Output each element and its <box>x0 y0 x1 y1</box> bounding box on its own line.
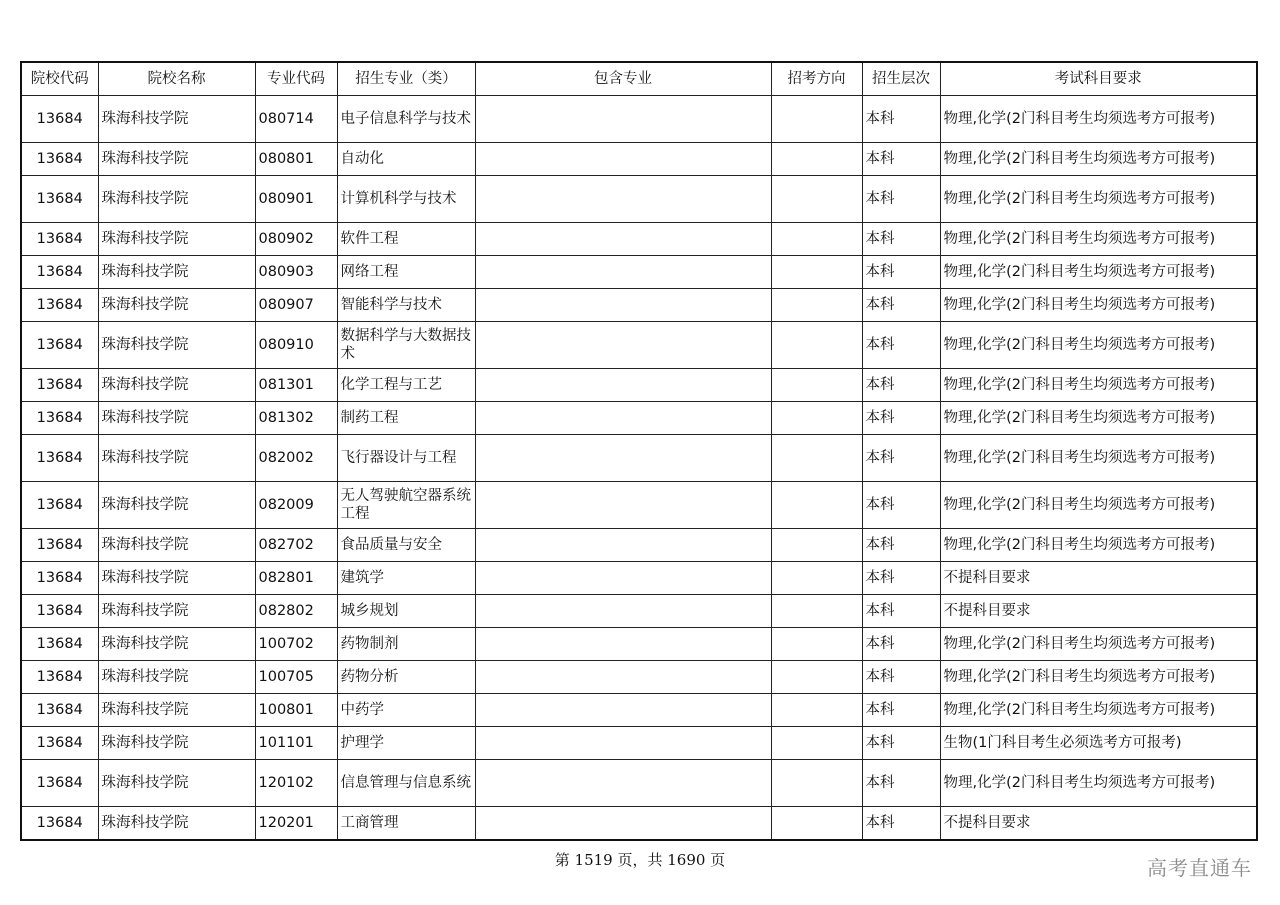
cell-direction <box>771 256 862 289</box>
cell-school-code: 13684 <box>21 256 98 289</box>
cell-requirement: 物理,化学(2门科目考生均须选考方可报考) <box>940 322 1257 369</box>
enrollment-table <box>20 61 1258 841</box>
cell-school-code: 13684 <box>21 176 98 223</box>
cell-major-code: 082801 <box>255 562 337 595</box>
cell-level: 本科 <box>862 176 940 223</box>
cell-requirement: 物理,化学(2门科目考生均须选考方可报考) <box>940 435 1257 482</box>
cell-major: 制药工程 <box>337 402 475 435</box>
table-row <box>21 529 1257 562</box>
cell-major-code: 082002 <box>255 435 337 482</box>
cell-included-majors <box>475 289 771 322</box>
cell-major-code: 080901 <box>255 176 337 223</box>
cell-major: 软件工程 <box>337 223 475 256</box>
table-row <box>21 369 1257 402</box>
cell-included-majors <box>475 628 771 661</box>
cell-direction <box>771 694 862 727</box>
cell-school-name: 珠海科技学院 <box>98 176 255 223</box>
cell-level: 本科 <box>862 628 940 661</box>
cell-direction <box>771 529 862 562</box>
cell-included-majors <box>475 807 771 841</box>
table-row <box>21 256 1257 289</box>
cell-school-code: 13684 <box>21 223 98 256</box>
cell-requirement: 物理,化学(2门科目考生均须选考方可报考) <box>940 482 1257 529</box>
cell-major-code: 082009 <box>255 482 337 529</box>
cell-school-name: 珠海科技学院 <box>98 694 255 727</box>
cell-included-majors <box>475 727 771 760</box>
header-school-code: 院校代码 <box>21 62 98 96</box>
cell-school-name: 珠海科技学院 <box>98 289 255 322</box>
cell-major: 电子信息科学与技术 <box>337 96 475 143</box>
header-major-code: 专业代码 <box>255 62 337 96</box>
cell-direction <box>771 595 862 628</box>
cell-school-code: 13684 <box>21 661 98 694</box>
cell-level: 本科 <box>862 289 940 322</box>
table-row <box>21 562 1257 595</box>
cell-school-name: 珠海科技学院 <box>98 807 255 841</box>
cell-requirement: 物理,化学(2门科目考生均须选考方可报考) <box>940 256 1257 289</box>
cell-major-code: 080902 <box>255 223 337 256</box>
cell-included-majors <box>475 369 771 402</box>
cell-level: 本科 <box>862 760 940 807</box>
cell-school-code: 13684 <box>21 694 98 727</box>
cell-school-code: 13684 <box>21 760 98 807</box>
cell-school-code: 13684 <box>21 435 98 482</box>
cell-school-code: 13684 <box>21 807 98 841</box>
cell-direction <box>771 435 862 482</box>
cell-direction <box>771 628 862 661</box>
header-requirement: 考试科目要求 <box>940 62 1257 96</box>
cell-requirement: 物理,化学(2门科目考生均须选考方可报考) <box>940 628 1257 661</box>
cell-requirement: 物理,化学(2门科目考生均须选考方可报考) <box>940 96 1257 143</box>
cell-requirement: 不提科目要求 <box>940 562 1257 595</box>
cell-school-name: 珠海科技学院 <box>98 628 255 661</box>
cell-level: 本科 <box>862 727 940 760</box>
cell-level: 本科 <box>862 595 940 628</box>
cell-included-majors <box>475 595 771 628</box>
cell-major-code: 120201 <box>255 807 337 841</box>
cell-school-code: 13684 <box>21 482 98 529</box>
cell-major: 工商管理 <box>337 807 475 841</box>
cell-school-name: 珠海科技学院 <box>98 562 255 595</box>
cell-major: 中药学 <box>337 694 475 727</box>
cell-major: 食品质量与安全 <box>337 529 475 562</box>
cell-direction <box>771 760 862 807</box>
cell-school-name: 珠海科技学院 <box>98 760 255 807</box>
cell-level: 本科 <box>862 322 940 369</box>
cell-major: 护理学 <box>337 727 475 760</box>
table-row <box>21 482 1257 529</box>
header-major: 招生专业（类） <box>337 62 475 96</box>
cell-school-name: 珠海科技学院 <box>98 223 255 256</box>
header-level: 招生层次 <box>862 62 940 96</box>
cell-level: 本科 <box>862 807 940 841</box>
cell-major-code: 080714 <box>255 96 337 143</box>
cell-included-majors <box>475 562 771 595</box>
cell-level: 本科 <box>862 562 940 595</box>
cell-direction <box>771 482 862 529</box>
cell-major-code: 100702 <box>255 628 337 661</box>
cell-level: 本科 <box>862 529 940 562</box>
cell-school-code: 13684 <box>21 289 98 322</box>
cell-level: 本科 <box>862 96 940 143</box>
cell-included-majors <box>475 482 771 529</box>
cell-major-code: 081301 <box>255 369 337 402</box>
cell-major: 网络工程 <box>337 256 475 289</box>
cell-school-code: 13684 <box>21 322 98 369</box>
table-row <box>21 322 1257 369</box>
cell-major: 化学工程与工艺 <box>337 369 475 402</box>
cell-requirement: 物理,化学(2门科目考生均须选考方可报考) <box>940 223 1257 256</box>
cell-school-name: 珠海科技学院 <box>98 482 255 529</box>
cell-school-code: 13684 <box>21 529 98 562</box>
header-direction: 招考方向 <box>771 62 862 96</box>
table-row <box>21 760 1257 807</box>
cell-requirement: 物理,化学(2门科目考生均须选考方可报考) <box>940 176 1257 223</box>
cell-major-code: 080907 <box>255 289 337 322</box>
cell-requirement: 生物(1门科目考生必须选考方可报考) <box>940 727 1257 760</box>
cell-direction <box>771 223 862 256</box>
cell-direction <box>771 176 862 223</box>
cell-level: 本科 <box>862 694 940 727</box>
cell-major-code: 101101 <box>255 727 337 760</box>
cell-major-code: 100705 <box>255 661 337 694</box>
cell-level: 本科 <box>862 661 940 694</box>
cell-included-majors <box>475 529 771 562</box>
cell-requirement: 物理,化学(2门科目考生均须选考方可报考) <box>940 143 1257 176</box>
cell-direction <box>771 289 862 322</box>
cell-requirement: 物理,化学(2门科目考生均须选考方可报考) <box>940 694 1257 727</box>
cell-school-name: 珠海科技学院 <box>98 727 255 760</box>
cell-direction <box>771 661 862 694</box>
table-row <box>21 96 1257 143</box>
cell-major-code: 082702 <box>255 529 337 562</box>
cell-major: 自动化 <box>337 143 475 176</box>
cell-school-code: 13684 <box>21 143 98 176</box>
cell-school-code: 13684 <box>21 727 98 760</box>
cell-direction <box>771 727 862 760</box>
header-included-majors: 包含专业 <box>475 62 771 96</box>
cell-requirement: 物理,化学(2门科目考生均须选考方可报考) <box>940 760 1257 807</box>
cell-major-code: 082802 <box>255 595 337 628</box>
cell-major: 数据科学与大数据技术 <box>337 322 475 369</box>
table-row <box>21 223 1257 256</box>
table-header-row <box>21 62 1257 96</box>
table-row <box>21 289 1257 322</box>
cell-major: 建筑学 <box>337 562 475 595</box>
cell-major-code: 080801 <box>255 143 337 176</box>
cell-direction <box>771 369 862 402</box>
cell-requirement: 物理,化学(2门科目考生均须选考方可报考) <box>940 369 1257 402</box>
table-row <box>21 435 1257 482</box>
cell-requirement: 物理,化学(2门科目考生均须选考方可报考) <box>940 529 1257 562</box>
cell-major: 智能科学与技术 <box>337 289 475 322</box>
cell-major: 计算机科学与技术 <box>337 176 475 223</box>
page-number: 第 1519 页，共 1690 页 <box>554 851 726 869</box>
cell-major: 药物制剂 <box>337 628 475 661</box>
cell-included-majors <box>475 402 771 435</box>
cell-requirement: 不提科目要求 <box>940 595 1257 628</box>
cell-level: 本科 <box>862 223 940 256</box>
watermark-text: 高考直通车 <box>1147 856 1252 880</box>
cell-school-code: 13684 <box>21 369 98 402</box>
cell-requirement: 不提科目要求 <box>940 807 1257 841</box>
table-row <box>21 595 1257 628</box>
cell-direction <box>771 96 862 143</box>
cell-school-name: 珠海科技学院 <box>98 529 255 562</box>
cell-school-name: 珠海科技学院 <box>98 143 255 176</box>
cell-level: 本科 <box>862 435 940 482</box>
table-row <box>21 661 1257 694</box>
cell-included-majors <box>475 760 771 807</box>
cell-school-name: 珠海科技学院 <box>98 595 255 628</box>
cell-level: 本科 <box>862 143 940 176</box>
cell-school-code: 13684 <box>21 562 98 595</box>
table-row <box>21 727 1257 760</box>
cell-school-code: 13684 <box>21 402 98 435</box>
cell-direction <box>771 143 862 176</box>
cell-included-majors <box>475 435 771 482</box>
cell-school-name: 珠海科技学院 <box>98 435 255 482</box>
cell-school-code: 13684 <box>21 628 98 661</box>
header-school-name: 院校名称 <box>98 62 255 96</box>
table-row <box>21 176 1257 223</box>
cell-major: 药物分析 <box>337 661 475 694</box>
table-row <box>21 143 1257 176</box>
table-row <box>21 694 1257 727</box>
cell-included-majors <box>475 694 771 727</box>
cell-level: 本科 <box>862 402 940 435</box>
table-row <box>21 807 1257 841</box>
cell-level: 本科 <box>862 482 940 529</box>
cell-school-name: 珠海科技学院 <box>98 369 255 402</box>
cell-included-majors <box>475 661 771 694</box>
cell-school-name: 珠海科技学院 <box>98 256 255 289</box>
cell-school-code: 13684 <box>21 595 98 628</box>
table-row <box>21 402 1257 435</box>
cell-school-name: 珠海科技学院 <box>98 322 255 369</box>
cell-included-majors <box>475 96 771 143</box>
cell-direction <box>771 807 862 841</box>
cell-requirement: 物理,化学(2门科目考生均须选考方可报考) <box>940 402 1257 435</box>
cell-included-majors <box>475 143 771 176</box>
cell-direction <box>771 322 862 369</box>
cell-included-majors <box>475 322 771 369</box>
cell-requirement: 物理,化学(2门科目考生均须选考方可报考) <box>940 289 1257 322</box>
cell-major-code: 120102 <box>255 760 337 807</box>
table-body <box>21 96 1257 841</box>
cell-included-majors <box>475 176 771 223</box>
cell-included-majors <box>475 223 771 256</box>
cell-major: 城乡规划 <box>337 595 475 628</box>
cell-school-name: 珠海科技学院 <box>98 402 255 435</box>
cell-direction <box>771 402 862 435</box>
cell-school-name: 珠海科技学院 <box>98 661 255 694</box>
cell-school-name: 珠海科技学院 <box>98 96 255 143</box>
cell-requirement: 物理,化学(2门科目考生均须选考方可报考) <box>940 661 1257 694</box>
cell-major: 无人驾驶航空器系统工程 <box>337 482 475 529</box>
cell-major: 信息管理与信息系统 <box>337 760 475 807</box>
cell-major-code: 081302 <box>255 402 337 435</box>
cell-major-code: 080910 <box>255 322 337 369</box>
cell-level: 本科 <box>862 369 940 402</box>
cell-major-code: 080903 <box>255 256 337 289</box>
cell-included-majors <box>475 256 771 289</box>
cell-major: 飞行器设计与工程 <box>337 435 475 482</box>
cell-direction <box>771 562 862 595</box>
table-row <box>21 628 1257 661</box>
cell-level: 本科 <box>862 256 940 289</box>
cell-school-code: 13684 <box>21 96 98 143</box>
cell-major-code: 100801 <box>255 694 337 727</box>
